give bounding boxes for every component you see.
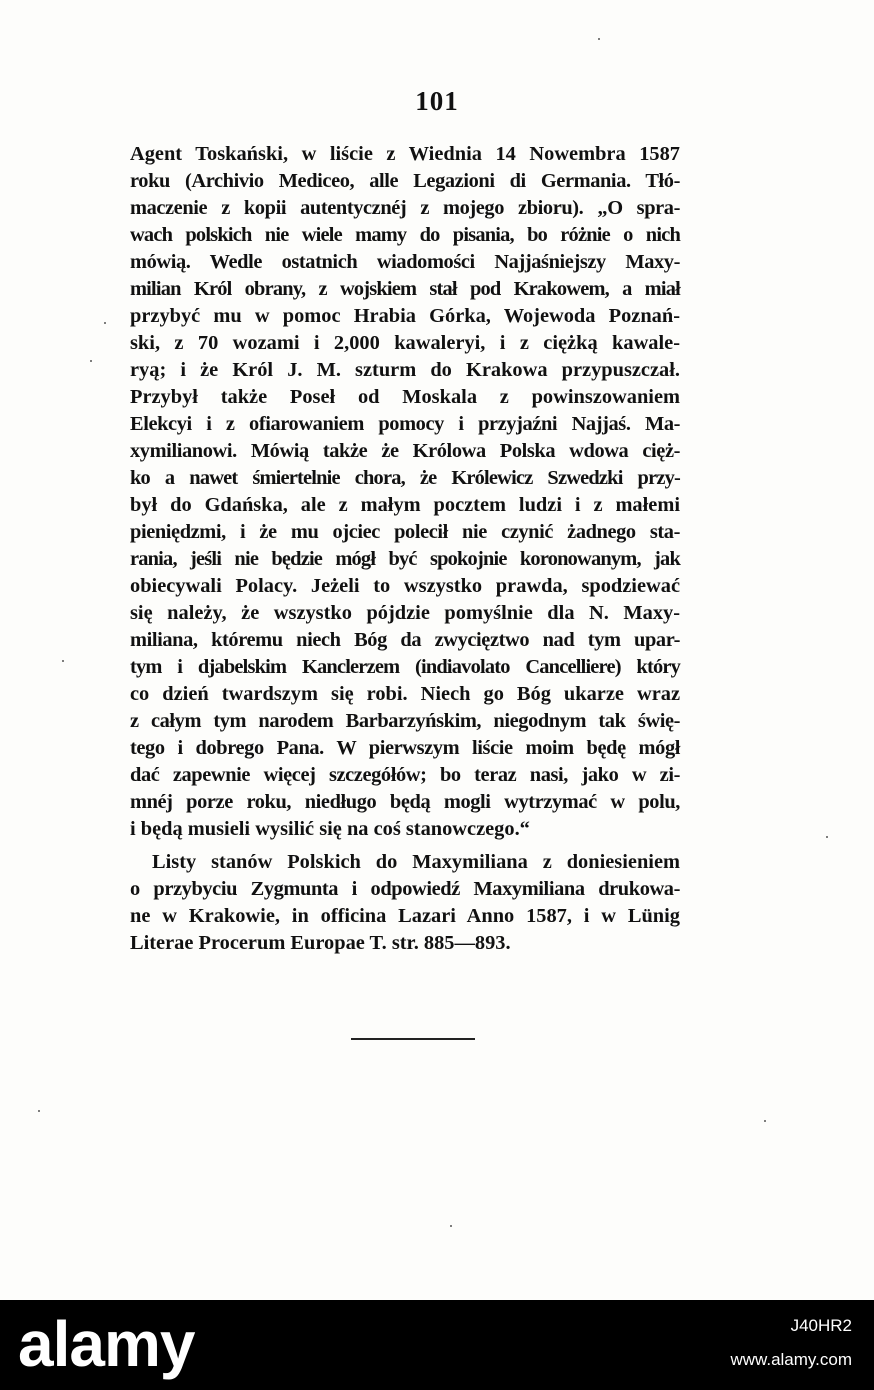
paper-speck	[764, 1120, 766, 1122]
paper-speck	[450, 1225, 452, 1227]
text-line: ko a nawet śmiertelnie chora, że Królewicz Szwedzki przy-	[130, 467, 680, 489]
text-line: miliana, któremu niech Bóg da zwycięztwo nad tym upar-	[130, 629, 680, 651]
section-divider	[351, 1038, 475, 1040]
text-line: roku (Archivio Mediceo, alle Legazioni di Germania. Tłó-	[130, 170, 680, 192]
paper-speck	[598, 38, 600, 40]
paper-speck	[62, 660, 64, 662]
text-line: mnéj porze roku, niedługo będą mogli wytrzymać w polu,	[130, 791, 680, 813]
text-line: ski, z 70 wozami i 2,000 kawaleryi, i z ciężką kawale-	[130, 332, 680, 354]
alamy-logo: alamy	[18, 1308, 195, 1380]
text-line: Listy stanów Polskich do Maxymiliana z doniesieniem	[152, 851, 680, 873]
text-line: milian Król obrany, z wojskiem stał pod Krakowem, a miał	[130, 278, 680, 300]
text-line: Agent Toskański, w liście z Wiednia 14 Nowembra 1587	[130, 143, 680, 165]
text-line: był do Gdańska, ale z małym pocztem ludzi i z małemi	[130, 494, 680, 516]
paper-speck	[90, 360, 92, 362]
text-line: pieniędzmi, i że mu ojciec polecił nie czynić żadnego sta-	[130, 521, 680, 543]
text-line: z całym tym narodem Barbarzyńskim, niegodnym tak świę-	[130, 710, 680, 732]
site-url: www.alamy.com	[730, 1350, 852, 1369]
text-line: się należy, że wszystko pójdzie pomyślnie dla N. Maxy-	[130, 602, 680, 624]
text-line: ne w Krakowie, in officina Lazari Anno 1587, i w Lünig	[130, 905, 680, 927]
text-line: Literae Procerum Europae T. str. 885—893.	[130, 932, 511, 954]
page-number: 101	[415, 86, 459, 116]
text-line: przybyć mu w pomoc Hrabia Górka, Wojewoda Poznań-	[130, 305, 680, 327]
text-line: i będą musieli wysilić się na coś stanowczego.“	[130, 818, 530, 840]
second-paragraph	[130, 849, 680, 957]
text-line: tym i djabelskim Kanclerzem (indiavolato Cancelliere) który	[130, 656, 680, 678]
text-line: Elekcyi i z ofiarowaniem pomocy i przyjaźni Najjaś. Ma-	[130, 413, 680, 435]
text-line: wach polskich nie wiele mamy do pisania, bo różnie o nich	[130, 224, 680, 246]
watermark-footer	[0, 1300, 874, 1390]
text-line: rania, jeśli nie będzie mógł być spokojnie koronowanym, jak	[130, 548, 680, 570]
text-line: co dzień twardszym się robi. Niech go Bóg ukarze wraz	[130, 683, 680, 705]
text-line: o przybyciu Zygmunta i odpowiedź Maxymiliana drukowa-	[130, 878, 680, 900]
paper-speck	[104, 322, 106, 324]
text-line: dać zapewnie więcej szczegółów; bo teraz nasi, jako w zi-	[130, 764, 680, 786]
text-line: tego i dobrego Pana. W pierwszym liście moim będę mógł	[130, 737, 680, 759]
body-text	[130, 141, 680, 957]
paper-speck	[38, 1110, 40, 1112]
paper-speck	[826, 836, 828, 838]
text-line: xymilianowi. Mówią także że Królowa Polska wdowa cięż-	[130, 440, 680, 462]
text-line: Przybył także Poseł od Moskala z powinszowaniem	[130, 386, 680, 408]
text-line: obiecywali Polacy. Jeżeli to wszystko prawda, spodziewać	[130, 575, 680, 597]
text-line: ryą; i że Król J. M. szturm do Krakowa przypuszczał.	[130, 359, 680, 381]
text-line: mówią. Wedle ostatnich wiadomości Najjaśniejszy Maxy-	[130, 251, 680, 273]
image-id: J40HR2	[790, 1316, 852, 1335]
text-line: maczenie z kopii autentycznéj z mojego zbioru). „O spra-	[130, 197, 680, 219]
